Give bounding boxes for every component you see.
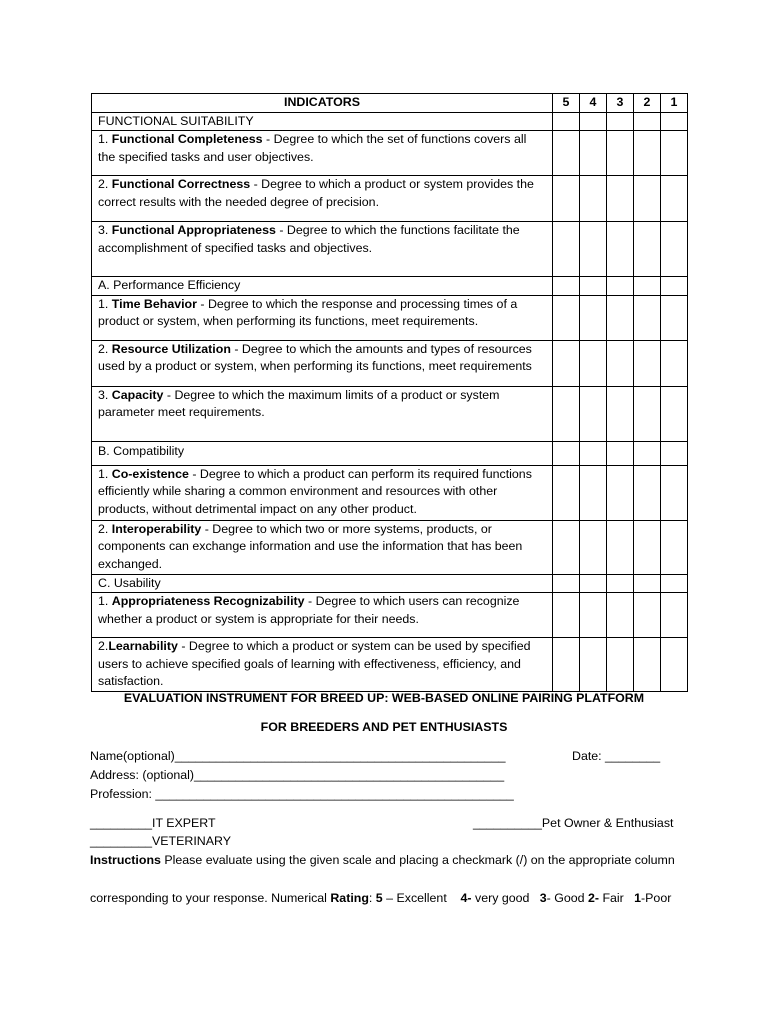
score-5-header: 5 — [553, 94, 580, 113]
instructions-text: Please evaluate using the given scale and placing a checkmark (/) on the appropriate column — [160, 853, 675, 867]
indicator-description: - Degree to which the maximum limits of a product or system parameter meet requirements. — [98, 387, 500, 419]
it-expert-option[interactable]: _________IT EXPERT — [90, 816, 216, 830]
name-field[interactable]: Name(optional)________________________________________________ — [90, 749, 506, 763]
rating-3-text: - Good — [546, 891, 588, 905]
score-cell[interactable] — [580, 222, 607, 277]
score-cell[interactable] — [634, 638, 661, 692]
indicator-number: 3. — [98, 223, 112, 237]
rating-4-text: very good — [471, 891, 540, 905]
indicator-cell — [92, 222, 553, 277]
score-cell[interactable] — [553, 222, 580, 277]
indicator-row — [92, 520, 688, 574]
score-2-header: 2 — [634, 94, 661, 113]
score-cell[interactable] — [580, 441, 607, 465]
indicator-description: - Degree to which a product can perform its required functions efficiently while sharing a common environment and resources with other products, without detrimental impact on any other product. — [98, 466, 532, 516]
score-cell[interactable] — [553, 593, 580, 638]
score-cell[interactable] — [634, 176, 661, 222]
indicator-number: 2. — [98, 639, 109, 653]
score-1-header: 1 — [661, 94, 688, 113]
veterinary-option[interactable]: _________VETERINARY — [90, 834, 231, 848]
indicator-row — [92, 465, 688, 520]
score-cell[interactable] — [580, 340, 607, 386]
rating-1-text: -Poor — [641, 891, 672, 905]
indicator-number: 1. — [98, 296, 112, 311]
score-cell[interactable] — [634, 112, 661, 131]
instructions-line — [90, 853, 675, 867]
indicator-description: - Degree to which the response and processing times of a product or system, when performing its functions, meet requirements. — [98, 296, 518, 328]
score-cell[interactable] — [607, 465, 634, 520]
score-cell[interactable] — [580, 520, 607, 574]
score-cell[interactable] — [661, 340, 688, 386]
score-cell[interactable] — [553, 638, 580, 692]
score-cell[interactable] — [661, 574, 688, 593]
score-cell[interactable] — [580, 295, 607, 340]
indicator-number: 1. — [98, 132, 112, 146]
score-cell[interactable] — [553, 131, 580, 176]
rating-prefix: corresponding to your response. Numerical — [90, 891, 331, 905]
section-title: FUNCTIONAL SUITABILITY — [92, 112, 553, 131]
rating-3: 3 — [539, 891, 547, 905]
indicator-row — [92, 593, 688, 638]
indicator-term: Resource Utilization — [111, 341, 231, 356]
score-cell[interactable] — [607, 441, 634, 465]
score-cell[interactable] — [634, 386, 661, 441]
indicator-cell — [92, 295, 553, 340]
score-cell[interactable] — [607, 386, 634, 441]
indicator-description: - Degree to which a product or system can be used by specified users to achieve specified goals of learning with effectiveness, efficiency, and satisfaction. — [98, 639, 531, 688]
indicator-number: 2. — [98, 341, 112, 356]
score-cell[interactable] — [607, 574, 634, 593]
score-cell[interactable] — [661, 593, 688, 638]
score-cell[interactable] — [607, 295, 634, 340]
score-cell[interactable] — [634, 340, 661, 386]
indicator-cell — [92, 386, 553, 441]
score-cell[interactable] — [607, 176, 634, 222]
section-row-functional-suitability — [92, 112, 688, 131]
indicator-number: 1. — [98, 466, 112, 481]
indicator-term: Appropriateness Recognizability — [111, 594, 305, 608]
score-cell[interactable] — [661, 465, 688, 520]
score-cell[interactable] — [634, 465, 661, 520]
section-row-usability — [92, 574, 688, 593]
rating-4: 4- — [460, 891, 472, 905]
rating-5: 5 — [375, 891, 383, 905]
rating-colon: : — [368, 891, 376, 905]
instructions-label: Instructions — [90, 853, 161, 867]
indicator-term: Learnability — [108, 639, 178, 653]
indicator-row — [92, 340, 688, 386]
score-cell[interactable] — [553, 441, 580, 465]
score-cell[interactable] — [634, 131, 661, 176]
score-cell[interactable] — [661, 112, 688, 131]
date-field[interactable]: Date: ________ — [572, 749, 661, 763]
score-cell[interactable] — [634, 277, 661, 296]
indicator-term: Capacity — [111, 387, 164, 402]
indicator-description: - Degree to which the amounts and types of resources used by a product or system, when performing its functions, meet requirements — [98, 341, 532, 373]
address-field[interactable]: Address: (optional)_____________________________________________ — [90, 768, 505, 782]
score-cell[interactable] — [661, 131, 688, 176]
indicator-cell — [92, 638, 553, 692]
document-title-line-1: EVALUATION INSTRUMENT FOR BREED UP: WEB-BASED ONLINE PAIRING PLATFORM — [123, 691, 645, 705]
evaluation-table — [91, 93, 688, 692]
score-cell[interactable] — [553, 176, 580, 222]
indicator-cell — [92, 176, 553, 222]
indicator-cell — [92, 340, 553, 386]
indicator-row — [92, 295, 688, 340]
score-cell[interactable] — [580, 465, 607, 520]
score-cell[interactable] — [634, 295, 661, 340]
score-cell[interactable] — [661, 441, 688, 465]
indicator-row — [92, 386, 688, 441]
indicators-header: INDICATORS — [92, 94, 553, 113]
score-cell[interactable] — [580, 112, 607, 131]
indicator-term: Time Behavior — [111, 296, 197, 311]
indicator-cell — [92, 465, 553, 520]
indicator-description: - Degree to which two or more systems, products, or components can exchange information and use the information that has been exchanged. — [98, 521, 523, 571]
score-3-header: 3 — [607, 94, 634, 113]
rating-2-text: Fair — [599, 891, 635, 905]
rating-2: 2- — [587, 891, 600, 905]
score-cell[interactable] — [580, 131, 607, 176]
score-cell[interactable] — [661, 295, 688, 340]
rating-label: Rating — [330, 891, 369, 905]
score-4-header: 4 — [580, 94, 607, 113]
section-title: A. Performance Efficiency — [92, 277, 553, 296]
score-cell[interactable] — [607, 222, 634, 277]
score-cell[interactable] — [607, 638, 634, 692]
section-title: B. Compatibility — [92, 441, 553, 465]
score-cell[interactable] — [553, 386, 580, 441]
score-cell[interactable] — [553, 520, 580, 574]
indicator-term: Functional Completeness — [111, 132, 263, 146]
score-cell[interactable] — [607, 277, 634, 296]
score-cell[interactable] — [661, 277, 688, 296]
score-cell[interactable] — [607, 131, 634, 176]
indicator-term: Functional Correctness — [111, 177, 251, 191]
section-row-performance-efficiency — [92, 277, 688, 296]
indicator-term: Co-existence — [111, 466, 189, 481]
document-title-line-2: FOR BREEDERS AND PET ENTHUSIASTS — [260, 720, 508, 734]
score-cell[interactable] — [634, 574, 661, 593]
score-cell[interactable] — [553, 277, 580, 296]
rating-scale-line — [90, 891, 671, 905]
indicator-description: - Degree to which the set of functions covers all the specified tasks and user objectives. — [98, 132, 527, 164]
indicator-description: - Degree to which users can recognize whether a product or system is appropriate for their needs. — [98, 594, 520, 626]
pet-owner-option[interactable]: __________Pet Owner & Enthusiast — [473, 816, 674, 830]
rating-1: 1 — [634, 891, 642, 905]
score-cell[interactable] — [661, 520, 688, 574]
score-cell[interactable] — [661, 386, 688, 441]
indicator-cell — [92, 520, 553, 574]
indicator-description: - Degree to which the functions facilitate the accomplishment of specified tasks and objectives. — [98, 223, 520, 255]
score-cell[interactable] — [607, 340, 634, 386]
score-cell[interactable] — [580, 593, 607, 638]
score-cell[interactable] — [661, 222, 688, 277]
indicator-row — [92, 638, 688, 692]
score-cell[interactable] — [634, 593, 661, 638]
score-cell[interactable] — [580, 277, 607, 296]
score-cell[interactable] — [580, 386, 607, 441]
indicator-cell — [92, 131, 553, 176]
score-cell[interactable] — [553, 574, 580, 593]
score-cell[interactable] — [553, 465, 580, 520]
score-cell[interactable] — [634, 520, 661, 574]
indicator-row — [92, 176, 688, 222]
indicator-number: 3. — [98, 387, 112, 402]
profession-field[interactable]: Profession: ____________________________________________________ — [90, 787, 514, 801]
indicator-description: - Degree to which a product or system provides the correct results with the needed degree of precision. — [98, 177, 534, 209]
score-cell[interactable] — [580, 176, 607, 222]
score-cell[interactable] — [607, 520, 634, 574]
rating-5-text: – Excellent — [382, 891, 461, 905]
indicator-row — [92, 222, 688, 277]
score-cell[interactable] — [661, 176, 688, 222]
score-cell[interactable] — [634, 222, 661, 277]
indicator-number: 1. — [98, 594, 112, 608]
indicator-cell — [92, 593, 553, 638]
indicator-number: 2. — [98, 521, 112, 536]
score-cell[interactable] — [580, 638, 607, 692]
score-cell[interactable] — [607, 593, 634, 638]
score-cell[interactable] — [580, 574, 607, 593]
section-row-compatibility — [92, 441, 688, 465]
section-title: C. Usability — [92, 574, 553, 593]
indicator-term: Functional Appropriateness — [111, 223, 276, 237]
indicator-row — [92, 131, 688, 176]
score-cell[interactable] — [634, 441, 661, 465]
score-cell[interactable] — [661, 638, 688, 692]
score-cell[interactable] — [553, 340, 580, 386]
score-cell[interactable] — [553, 112, 580, 131]
score-cell[interactable] — [553, 295, 580, 340]
indicator-term: Interoperability — [111, 521, 202, 536]
score-cell[interactable] — [607, 112, 634, 131]
table-header-row — [92, 94, 688, 113]
indicator-number: 2. — [98, 177, 112, 191]
